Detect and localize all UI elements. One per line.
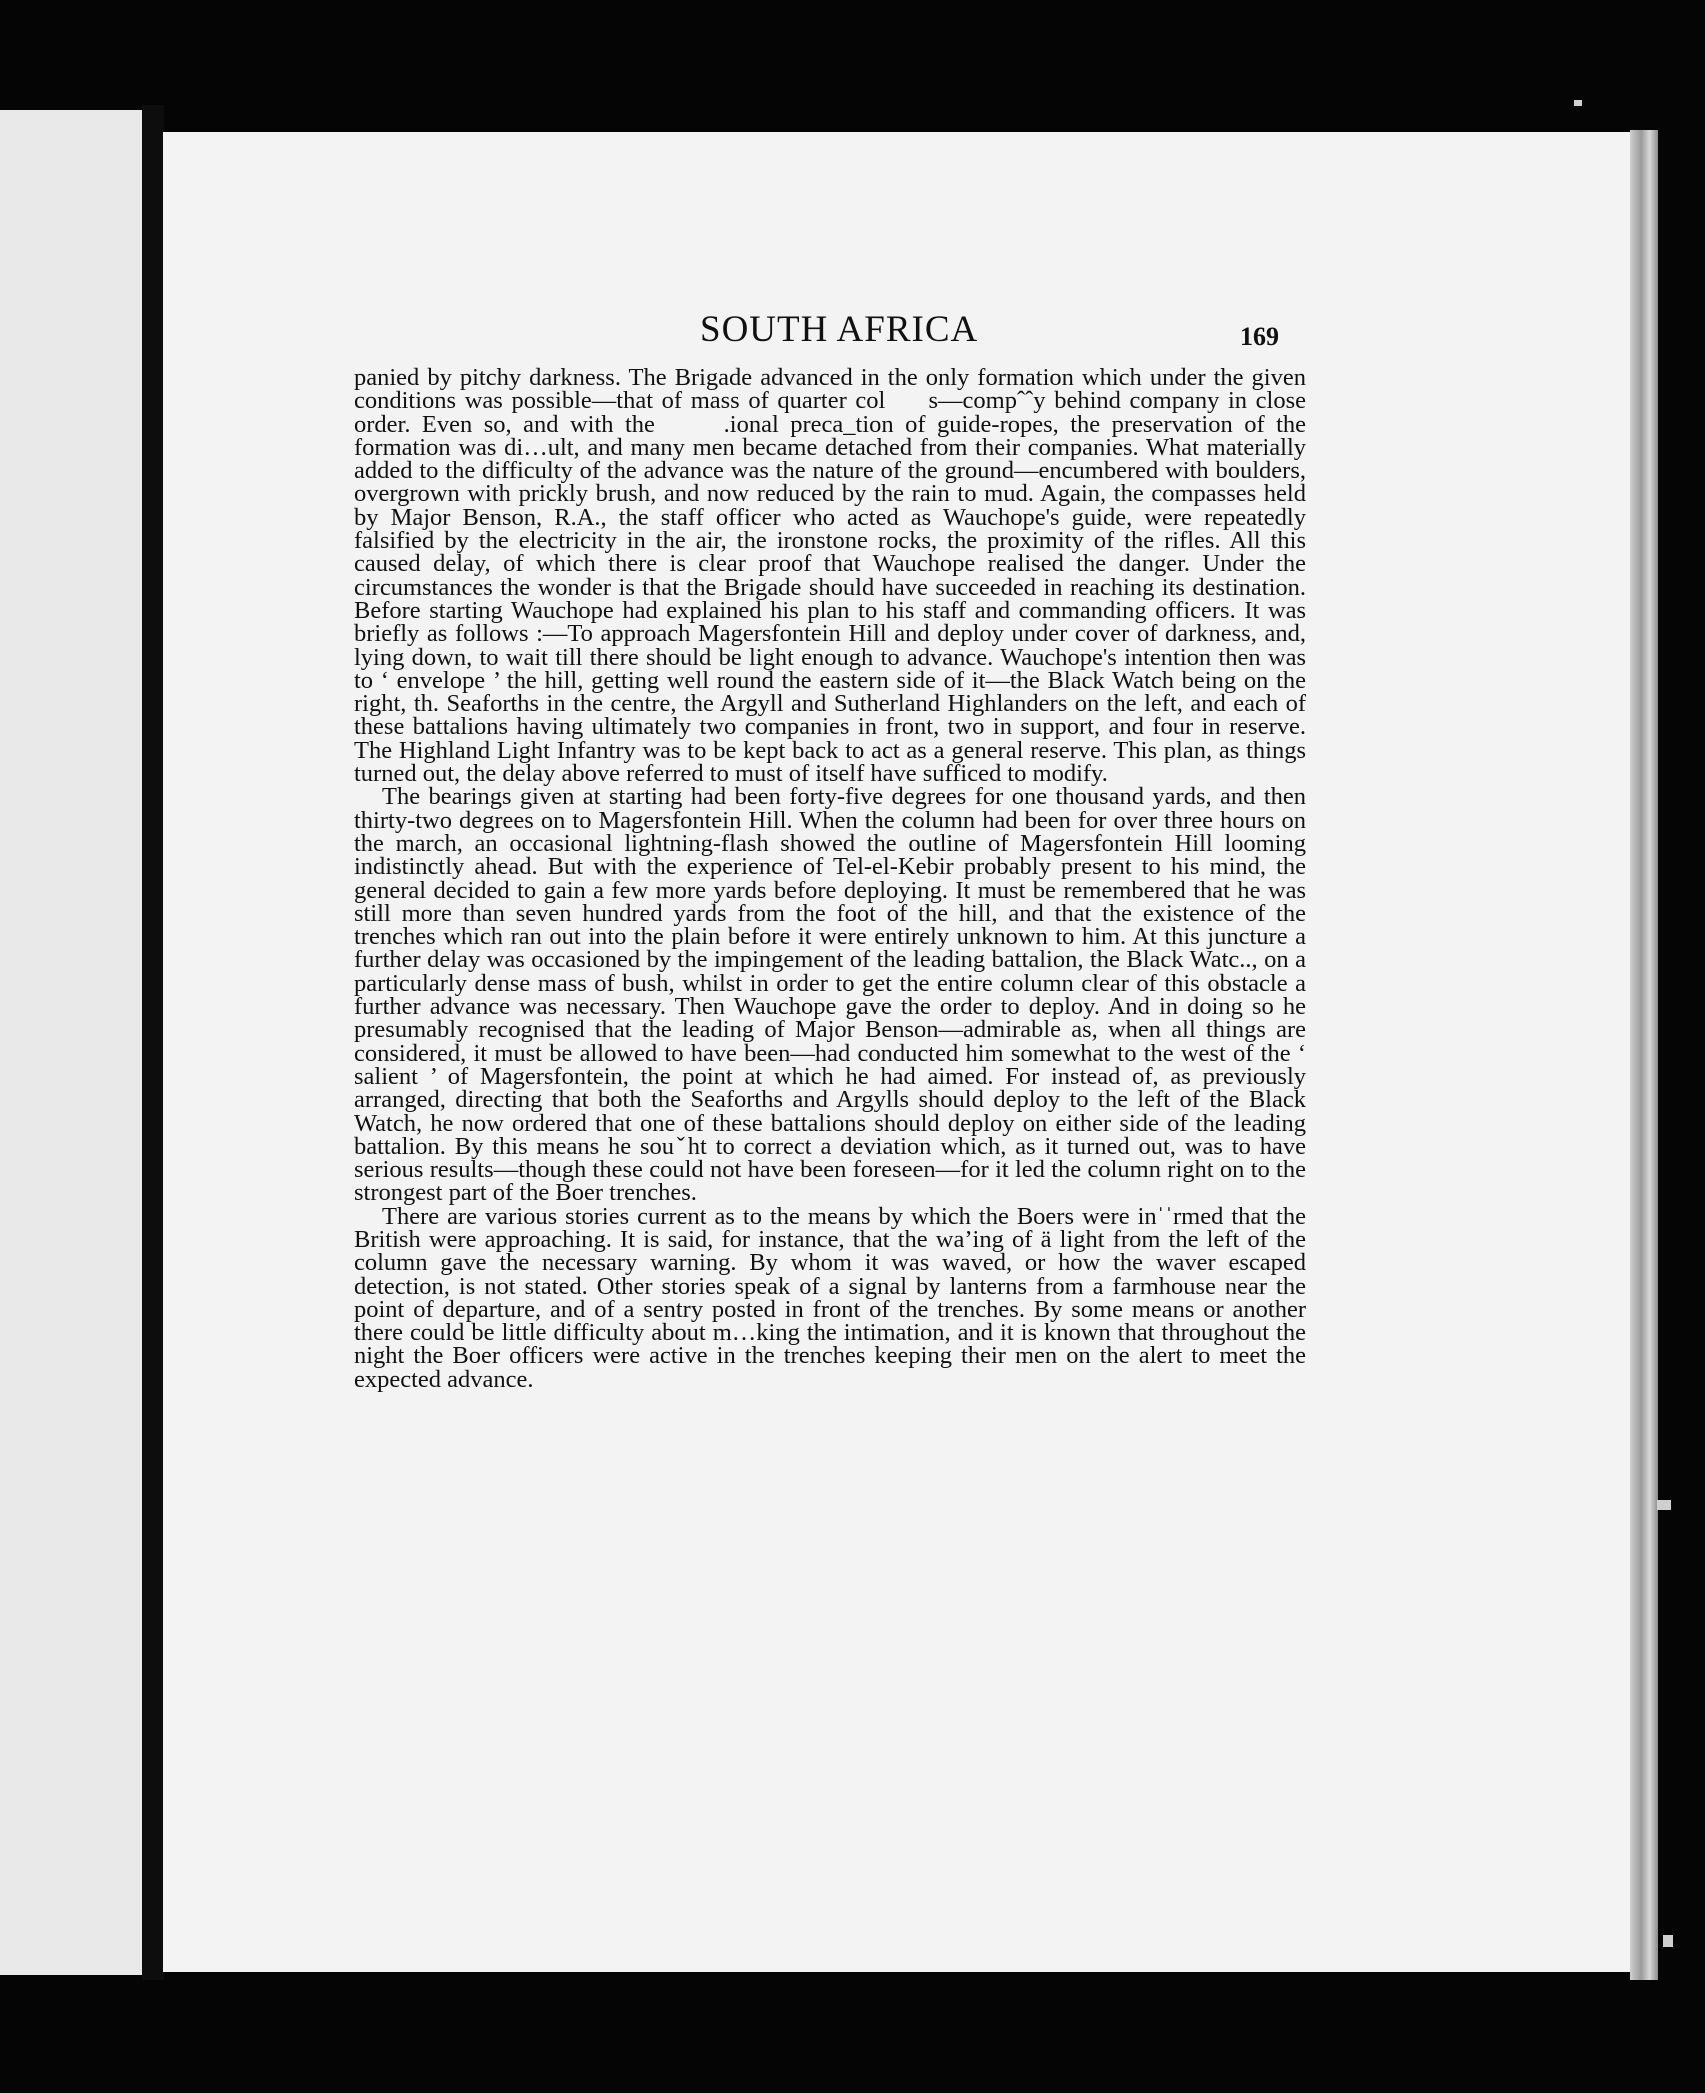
- paragraph: panied by pitchy darkness. The Brigade advanced in the only formation which under the given conditions was possible—that of mass of quarter col s—compˆˆy behind company in close order. Even so, and with the .ional preca_tion of guide-ropes, the preservation of the formation was di…ult, and many men became detached from their companies. What materially added to the difficulty of the advance was the nature of the ground—encumbered with boulders, overgrown with prickly brush, and now reduced by the rain to mud. Again, the compasses held by Major Benson, R.A., the staff officer who acted as Wauchope's guide, were repeatedly falsified by the electricity in the air, the ironstone rocks, the proximity of the rifles. All this caused delay, of which there is clear proof that Wauchope realised the danger. Under the circumstances the wonder is that the Brigade should have succeeded in reaching its destination. Before starting Wauchope had explained his plan to his staff and commanding officers. It was briefly as follows :—To approach Magersfontein Hill and deploy under cover of darkness, and, lying down, to wait till there should be light enough to advance. Wauchope's intention then was to ‘ envelope ’ the hill, getting well round the eastern side of it—the Black Watch being on the right, th. Seaforths in the centre, the Argyll and Sutherland Highlanders on the left, and each of these battalions having ultimately two companies in front, two in support, and four in reserve. The Highland Light Infantry was to be kept back to act as a general reserve. This plan, as things turned out, the delay above referred to must of itself have sufficed to modify.: [354, 364, 1306, 788]
- body-text: [354, 366, 1306, 1391]
- scan-speck: [1663, 1935, 1673, 1947]
- running-head: SOUTH AFRICA: [700, 309, 979, 350]
- previous-page-edge: [0, 110, 142, 1975]
- page-number: 169: [1240, 322, 1279, 351]
- scan-speck: [1657, 1500, 1671, 1510]
- paragraph: The bearings given at starting had been forty-five degrees for one thousand yards, and then thirty-two degrees on to Magersfontein Hill. When the column had been for over three hours on the march, an occasional lightning-flash showed the outline of Magersfontein Hill looming indistinctly ahead. But with the experience of Tel-el-Kebir probably present to his mind, the general decided to gain a few more yards before deploying. It must be remembered that he was still more than seven hundred yards from the foot of the hill, and that the existence of the trenches which ran out into the plain before it were entirely unknown to him. At this juncture a further delay was occasioned by the impingement of the leading battalion, the Black Watc.., on a particularly dense mass of bush, whilst in order to get the entire column clear of this obstacle a further advance was necessary. Then Wauchope gave the order to deploy. And in doing so he presumably recognised that the leading of Major Benson—admirable as, when all things are considered, it must be allowed to have been—had conducted him somewhat to the west of the ‘ salient ’ of Magersfontein, the point at which he had aimed. For instead of, as previously arranged, directing that both the Seaforths and Argylls should deploy to the left of the Black Watch, he now ordered that one of these battalions should deploy on either side of the leading battalion. By this means he souˇht to correct a deviation which, as it turned out, was to have serious results—though these could not have been foreseen—for it led the column right on to the strongest part of the Boer trenches.: [354, 783, 1306, 1207]
- paragraph: There are various stories current as to the means by which the Boers were inˈˈrmed that the British were approaching. It is said, for instance, that the wa’ing of ä light from the left of the column gave the necessary warning. By whom it was waved, or how the waver escaped detection, is not stated. Other stories speak of a signal by lanterns from a farmhouse near the point of departure, and of a sentry posted in front of the trenches. By some means or another there could be little difficulty about m…king the intimation, and it is known that throughout the night the Boer officers were active in the trenches keeping their men on the alert to meet the expected advance.: [354, 1202, 1306, 1393]
- binding-shadow: [142, 105, 164, 1980]
- page-stack-edge: [1630, 130, 1658, 1980]
- scan-speck: [1574, 100, 1582, 106]
